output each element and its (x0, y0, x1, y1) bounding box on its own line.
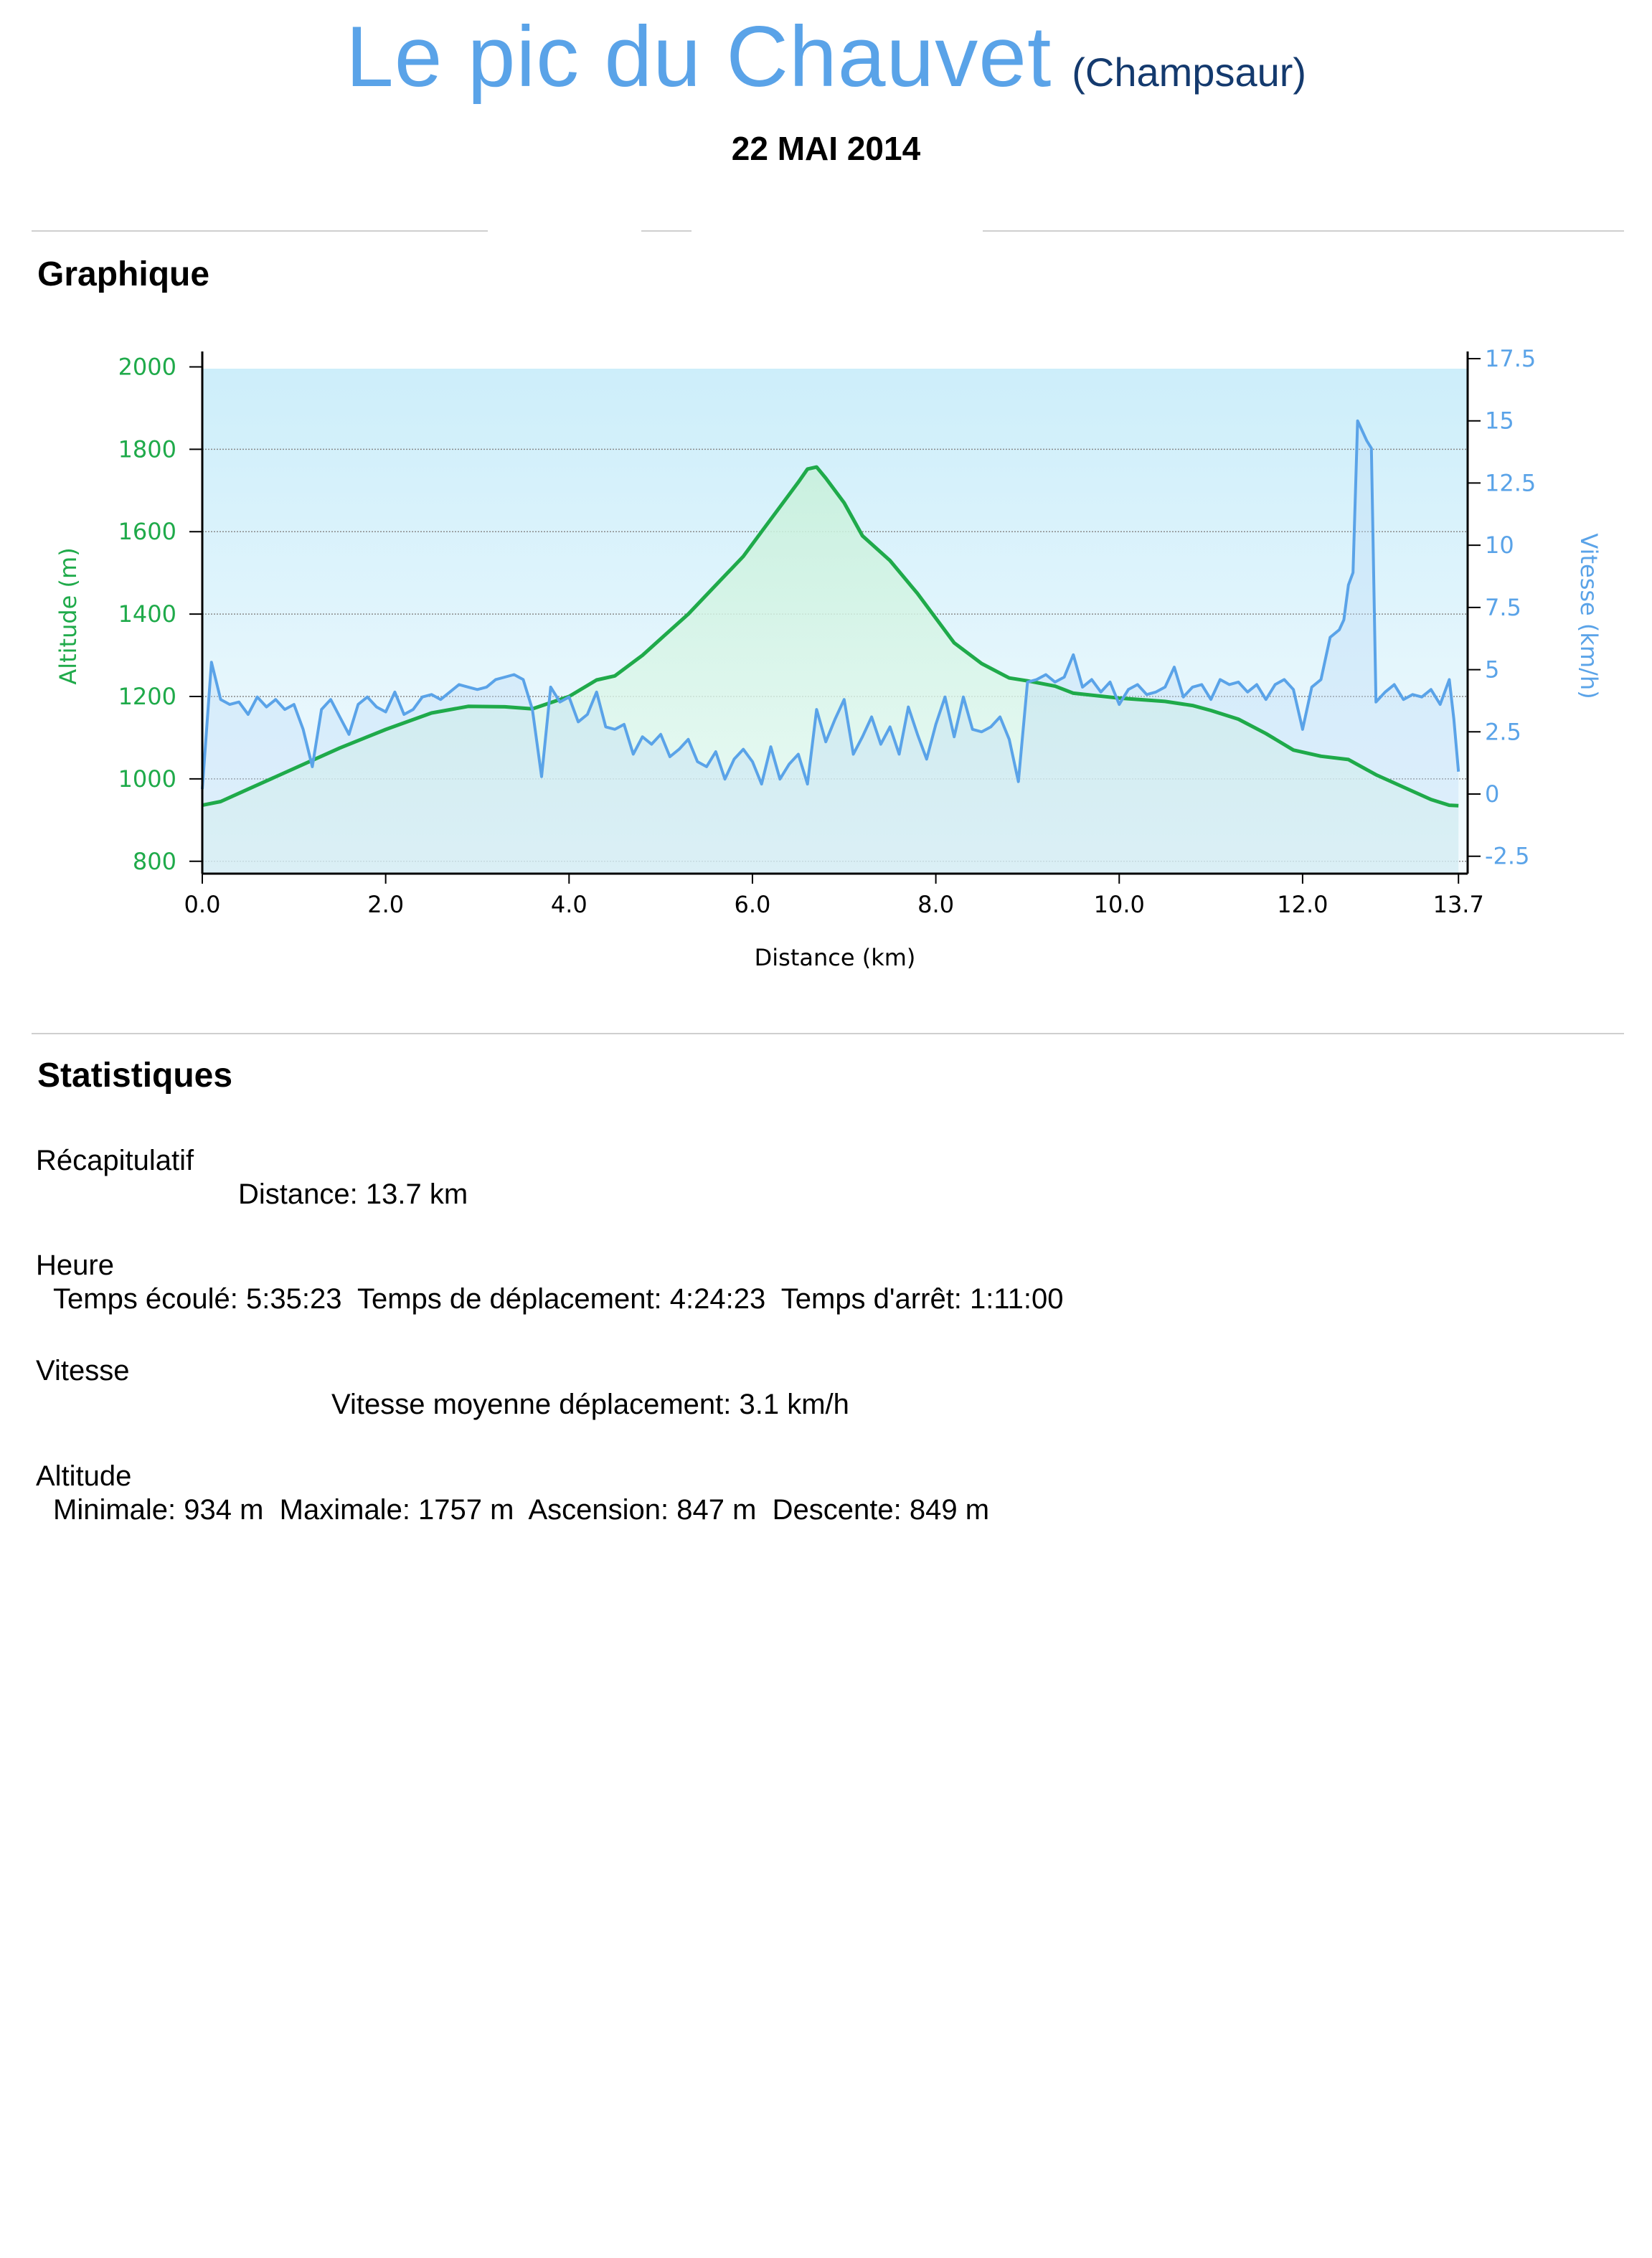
altitude-speed-chart (0, 330, 1652, 1004)
stat-value-time: Temps écoulé: 5:35:23 Temps de déplacement: 4:24:23 Temps d'arrêt: 1:11:00 (53, 1283, 1064, 1315)
x-tick-label: 2.0 (367, 891, 405, 918)
section-heading-stats: Statistiques (37, 1057, 233, 1095)
y-right-tick-label: 15 (1485, 407, 1514, 435)
y-right-tick-label: 2.5 (1485, 718, 1521, 746)
x-tick-label: 4.0 (550, 891, 587, 918)
y-right-axis-title: Vitesse (km/h) (1575, 533, 1603, 699)
x-axis-title: Distance (km) (754, 944, 916, 971)
stat-label-speed: Vitesse (36, 1355, 130, 1387)
y-left-tick-label: 1200 (118, 683, 176, 711)
title-main: Le pic du Chauvet (345, 9, 1052, 105)
stat-value-altitude: Minimale: 934 m Maximale: 1757 m Ascension: 847 m Descente: 849 m (53, 1494, 990, 1526)
divider (32, 230, 488, 232)
title-subtitle: (Champsaur) (1072, 49, 1307, 95)
stat-label-altitude: Altitude (36, 1460, 132, 1492)
y-left-tick-label: 1800 (118, 435, 176, 463)
y-right-tick-label: 10 (1485, 532, 1514, 559)
divider (641, 230, 692, 232)
divider (983, 230, 1624, 232)
y-left-tick-label: 800 (132, 847, 176, 875)
y-right-tick-label: -2.5 (1485, 842, 1530, 870)
y-right-tick-label: 5 (1485, 656, 1500, 684)
date-heading: 22 MAI 2014 (731, 130, 921, 167)
y-left-axis-title: Altitude (m) (55, 547, 82, 685)
y-right-tick-label: 17.5 (1485, 345, 1537, 372)
y-right-tick-label: 12.5 (1485, 469, 1537, 497)
page-title (0, 7, 1652, 106)
x-tick-label: 12.0 (1277, 891, 1328, 918)
divider (32, 1033, 1624, 1034)
y-left-tick-label: 1600 (118, 518, 176, 546)
y-right-tick-label: 7.5 (1485, 593, 1521, 621)
section-heading-graph: Graphique (37, 255, 210, 293)
y-left-tick-label: 2000 (118, 353, 176, 381)
x-tick-label: 6.0 (734, 891, 771, 918)
stat-label-recap: Récapitulatif (36, 1145, 194, 1176)
y-left-tick-label: 1400 (118, 600, 176, 628)
y-right-tick-label: 0 (1485, 780, 1500, 808)
stat-label-time: Heure (36, 1250, 114, 1281)
x-tick-label: 10.0 (1093, 891, 1145, 918)
stat-value-speed: Vitesse moyenne déplacement: 3.1 km/h (331, 1389, 849, 1420)
x-tick-label: 8.0 (917, 891, 955, 918)
stat-value-distance: Distance: 13.7 km (238, 1178, 468, 1210)
x-tick-label: 0.0 (184, 891, 221, 918)
y-left-tick-label: 1000 (118, 765, 176, 793)
x-tick-label: 13.7 (1432, 891, 1484, 918)
